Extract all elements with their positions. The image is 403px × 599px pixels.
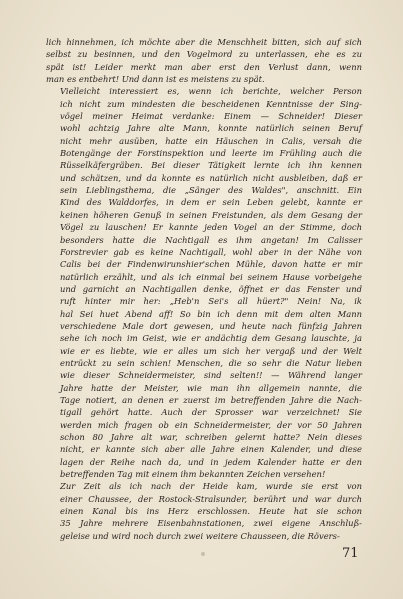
page-number: 71 bbox=[342, 546, 359, 561]
text-line: betreffenden Tag mit einem ihm bekannten Zeichen versehen! bbox=[60, 469, 326, 480]
text-line: Vögel zu lauschen! Er kannte jeden Vogel an der Stimme, doch bbox=[60, 222, 362, 233]
text-line: und schätzen, und da konnte es natürlich nicht ausbleiben, daß er bbox=[60, 172, 362, 183]
text-line: Tage notiert, an denen er zuerst im betreffenden Jahre die Nach- bbox=[60, 394, 362, 405]
text-line: einen Kanal bis ins Herz erschlossen. Heute hat sie schon bbox=[60, 506, 362, 517]
text-line: Rüsselkäfergräben. Bei dieser Tätigkeit lernte ich ihn kennen bbox=[60, 160, 362, 171]
text-line: Botengänge der Forstinspektion und leerte im Frühling auch die bbox=[60, 148, 362, 159]
text-line: geleise und wird noch durch zwei weitere Chausseen, die Rövers- bbox=[60, 530, 340, 541]
text-line: sein Lieblingsthema, die „Sänger des Waldes", anschnitt. Ein bbox=[60, 185, 362, 196]
text-line: nicht, er kannte sich aber alle Jahre einen Kalender, und diese bbox=[60, 444, 362, 455]
text-line: Vielleicht interessiert es, wenn ich berichte, welcher Person bbox=[60, 86, 362, 97]
text-line: Forstrevier gab es keine Nachtigall, wohl aber in der Nähe von bbox=[60, 246, 362, 257]
text-line: einer Chaussee, der Rostock-Stralsunder, berührt und war durch bbox=[60, 493, 362, 504]
text-line: werden mich fragen ob ein Schneidermeister, der vor 50 Jahren bbox=[60, 419, 362, 430]
paragraph bbox=[46, 85, 362, 480]
text-line: wie er es liebte, wie er alles um sich her vergaß und der Welt bbox=[60, 345, 362, 356]
text-line: nicht mehr ausüben, hatte ein Häuschen in Calis, versah die bbox=[60, 135, 362, 146]
text-line: selbst zu besinnen, und den Vogelmord zu unterlassen, ehe es zu bbox=[46, 49, 362, 60]
text-line: tigall gehört hatte. Auch der Sprosser war verzeichnet! Sie bbox=[60, 407, 362, 418]
text-line: und garnicht an Nachtigallen denke, öffnet er das Fenster und bbox=[60, 283, 362, 294]
text-line: spät ist! Leider merkt man aber erst den Verlust dann, wenn bbox=[46, 61, 362, 72]
body-text bbox=[46, 36, 362, 542]
text-line: Calis bei der Findenwirunshier'schen Mühle, davon hatte er mir bbox=[60, 259, 362, 270]
text-line: Zur Zeit als ich nach der Heide kam, wurde sie erst von bbox=[60, 481, 362, 492]
text-line: vögel meiner Heimat verdanke: Einem — Schneider! Dieser bbox=[60, 111, 362, 122]
text-line: man es entbehrt! Und dann ist es meistens zu spät. bbox=[46, 74, 265, 85]
text-line: Kind des Walddorfes, in dem er sein Leben gelebt, kannte er bbox=[60, 197, 362, 208]
paragraph bbox=[46, 36, 362, 85]
text-line: hal Sei huet Abend aff! So bin ich denn mit dem alten Mann bbox=[60, 308, 362, 319]
text-line: ruft hinter mir her: „Heb'n Sei's all hüert?" Nein! Na, ik bbox=[60, 296, 362, 307]
text-line: schon 80 Jahre alt war, schreiben gelernt hatte? Nein dieses bbox=[60, 432, 362, 442]
text-line: keinen höheren Genuß in seinen Freistunden, als dem Gesang der bbox=[60, 209, 362, 220]
text-line: lich hinnehmen, ich möchte aber die Menschheit bitten, sich auf sich bbox=[46, 37, 362, 47]
text-line: besonders hatte die Nachtigall es ihm angetan! Im Calisser bbox=[60, 234, 362, 245]
text-line: wohl achtzig Jahre alte Mann, konnte natürlich seinen Beruf bbox=[60, 123, 362, 134]
text-line: wie dieser Schneidermeister, sind selten!! — Während langer bbox=[60, 370, 362, 381]
text-line: Jahre hatte der Meister, wie man ihn allgemein nannte, die bbox=[60, 382, 362, 393]
text-line: 35 Jahre mehrere Eisenbahnstationen, zwei eigene Anschluß- bbox=[60, 518, 362, 529]
text-line: sehe ich noch im Geist, wie er andächtig dem Gesang lauschte, ja bbox=[60, 333, 362, 344]
paragraph bbox=[46, 480, 362, 542]
text-line: verschiedene Male dort gewesen, und heute nach fünfzig Jahren bbox=[60, 320, 362, 331]
text-line: entrückt zu sein schien! Menschen, die so sehr die Natur lieben bbox=[60, 357, 362, 368]
paper-spot bbox=[201, 552, 205, 556]
text-line: lagen der Reihe nach da, und in jedem Kalender hatte er den bbox=[60, 456, 362, 467]
text-line: natürlich erzählt, und als ich einmal bei seinem Hause vorbeigehe bbox=[60, 271, 362, 282]
text-line: ich nicht zum mindesten die bescheidenen Kenntnisse der Sing- bbox=[60, 98, 362, 109]
